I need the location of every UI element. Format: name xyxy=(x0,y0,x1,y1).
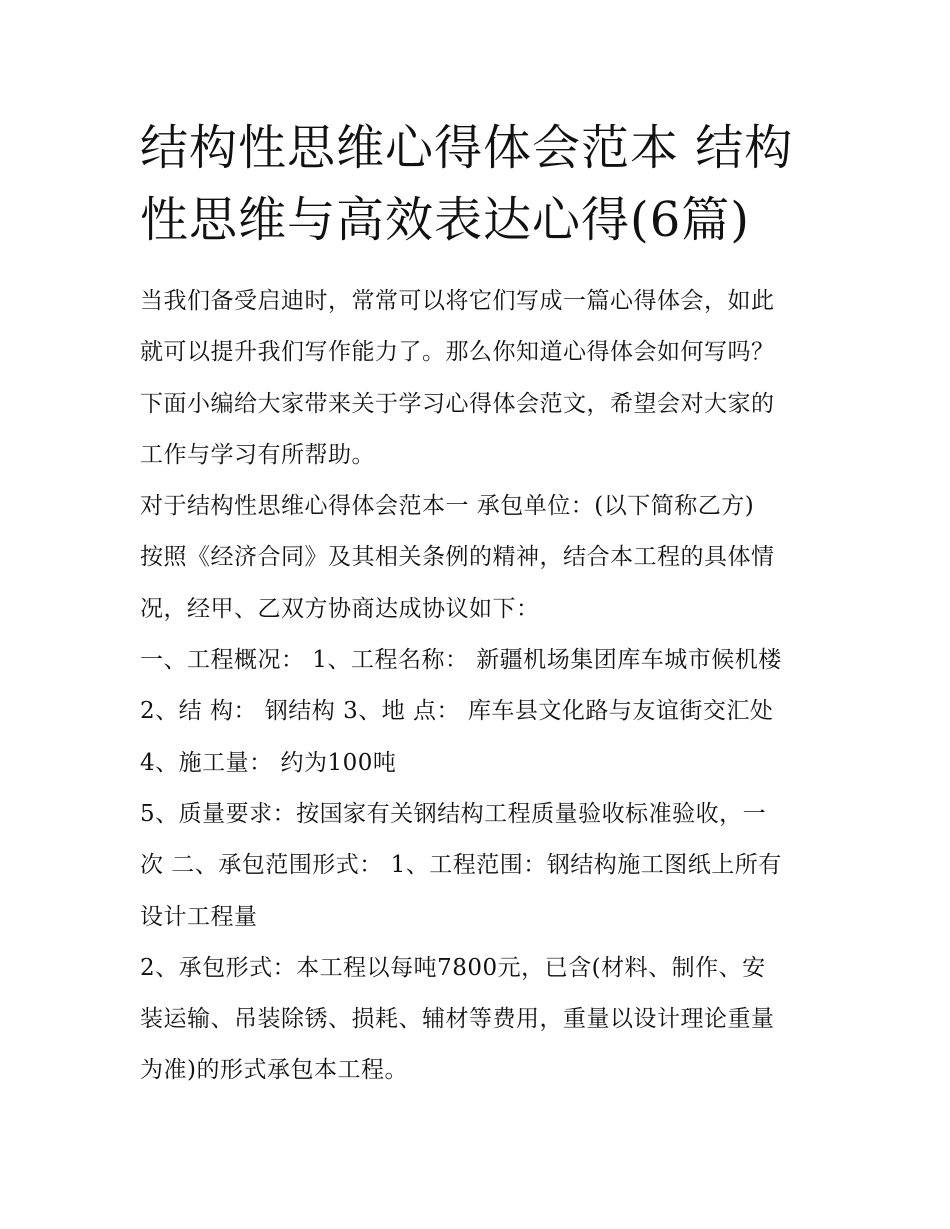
title-line-1: 结构性思维心得体会范本 结构 xyxy=(140,120,794,176)
body-line-13: 设计工程量 xyxy=(140,903,258,930)
body-line-10: 4、施工量： 约为100吨 xyxy=(140,749,397,776)
body-line-8: 一、工程概况： 1、工程名称： 新疆机场集团库车城市候机楼 xyxy=(140,647,782,674)
body-line-9: 2、结 构： 钢结构 3、地 点： 库车县文化路与友谊街交汇处 xyxy=(140,698,774,725)
body-line-7: 况，经甲、乙双方协商达成协议如下： xyxy=(140,595,540,622)
body-line-2: 就可以提升我们写作能力了。那么你知道心得体会如何写吗？ xyxy=(140,339,775,366)
document-title xyxy=(140,112,820,256)
body-line-14: 2、承包形式：本工程以每吨7800元，已含(材料、制作、安 xyxy=(140,954,766,981)
body-line-12: 次 二、承包范围形式： 1、工程范围：钢结构施工图纸上所有 xyxy=(140,852,782,879)
body-line-11: 5、质量要求：按国家有关钢结构工程质量验收标准验收，一 xyxy=(140,800,767,827)
body-line-15: 装运输、吊装除锈、损耗、辅材等费用，重量以设计理论重量 xyxy=(140,1006,775,1033)
body-line-16: 为准)的形式承包本工程。 xyxy=(140,1057,408,1084)
body-line-4: 工作与学习有所帮助。 xyxy=(140,441,375,468)
document-body xyxy=(140,276,820,1097)
title-line-2: 性思维与高效表达心得(6篇) xyxy=(140,192,750,248)
body-line-3: 下面小编给大家带来关于学习心得体会范文，希望会对大家的 xyxy=(140,390,775,417)
body-line-6: 按照《经济合同》及其相关条例的精神，结合本工程的具体情 xyxy=(140,544,775,571)
body-line-5: 对于结构性思维心得体会范本一 承包单位：(以下简称乙方) xyxy=(140,493,755,520)
body-line-1: 当我们备受启迪时，常常可以将它们写成一篇心得体会，如此 xyxy=(140,288,775,314)
